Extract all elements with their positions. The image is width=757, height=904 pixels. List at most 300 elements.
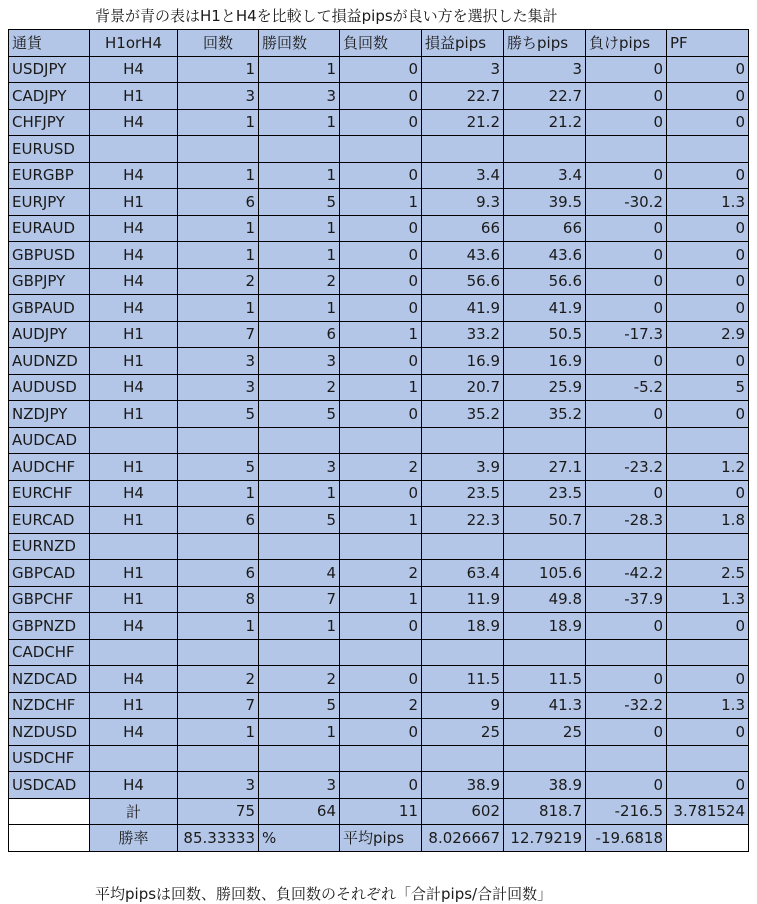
cell-losses: 0: [340, 242, 422, 269]
cell-win-pips: 22.7: [504, 83, 586, 110]
cell-count: 7: [178, 692, 259, 719]
cell-loss-pips: -37.9: [586, 586, 667, 613]
cell-pair: AUDJPY: [9, 321, 90, 348]
cell-pf: 0: [667, 162, 749, 189]
cell-timeframe: H4: [90, 215, 178, 242]
cell-pair: [9, 825, 90, 852]
cell-pf: 0: [667, 215, 749, 242]
cell-wins: 1: [259, 162, 340, 189]
cell-win-pips: 11.5: [504, 666, 586, 693]
cell-timeframe: 勝率: [90, 825, 178, 852]
total-row: [9, 798, 749, 825]
cell-losses: 0: [340, 56, 422, 83]
cell-loss-pips: 0: [586, 295, 667, 322]
cell-pair: EURUSD: [9, 136, 90, 163]
cell-loss-pips: -23.2: [586, 454, 667, 481]
cell-loss-pips: 0: [586, 348, 667, 375]
table-row: [9, 560, 749, 587]
cell-profit-pips: [422, 427, 504, 454]
cell-wins: 5: [259, 189, 340, 216]
cell-pair: 通貨: [9, 30, 90, 57]
cell-losses: 11: [340, 798, 422, 825]
cell-pf: 1.3: [667, 189, 749, 216]
cell-losses: 2: [340, 454, 422, 481]
cell-loss-pips: 0: [586, 56, 667, 83]
cell-wins: 1: [259, 295, 340, 322]
cell-profit-pips: 20.7: [422, 374, 504, 401]
cell-wins: 3: [259, 83, 340, 110]
cell-timeframe: H4: [90, 666, 178, 693]
cell-wins: [259, 427, 340, 454]
table-body: [9, 30, 749, 852]
cell-losses: 0: [340, 401, 422, 428]
cell-loss-pips: 0: [586, 719, 667, 746]
cell-pair: EURCHF: [9, 480, 90, 507]
cell-loss-pips: 負けpips: [586, 30, 667, 57]
cell-win-pips: 818.7: [504, 798, 586, 825]
cell-profit-pips: 63.4: [422, 560, 504, 587]
table-row: [9, 745, 749, 772]
cell-count: 回数: [178, 30, 259, 57]
cell-timeframe: H4: [90, 772, 178, 799]
table-row: [9, 533, 749, 560]
cell-count: 8: [178, 586, 259, 613]
cell-losses: 2: [340, 560, 422, 587]
cell-loss-pips: 0: [586, 83, 667, 110]
cell-pair: EURJPY: [9, 189, 90, 216]
cell-timeframe: H1: [90, 189, 178, 216]
cell-count: 75: [178, 798, 259, 825]
cell-win-pips: 41.3: [504, 692, 586, 719]
cell-losses: 1: [340, 321, 422, 348]
cell-count: 1: [178, 242, 259, 269]
table-row: [9, 348, 749, 375]
cell-win-pips: 21.2: [504, 109, 586, 136]
cell-losses: 0: [340, 162, 422, 189]
footnote: 平均pipsは回数、勝回数、負回数のそれぞれ「合計pips/合計回数」: [95, 885, 553, 903]
cell-win-pips: [504, 427, 586, 454]
cell-count: [178, 745, 259, 772]
cell-count: [178, 533, 259, 560]
cell-count: [178, 639, 259, 666]
cell-pair: NZDCHF: [9, 692, 90, 719]
cell-win-pips: 66: [504, 215, 586, 242]
cell-pair: EURGBP: [9, 162, 90, 189]
cell-profit-pips: [422, 745, 504, 772]
cell-losses: 平均pips: [340, 825, 422, 852]
cell-losses: 0: [340, 109, 422, 136]
cell-profit-pips: 23.5: [422, 480, 504, 507]
cell-pair: GBPCHF: [9, 586, 90, 613]
cell-wins: 5: [259, 692, 340, 719]
cell-loss-pips: -19.6818: [586, 825, 667, 852]
cell-pair: CHFJPY: [9, 109, 90, 136]
cell-win-pips: 3.4: [504, 162, 586, 189]
cell-losses: 1: [340, 507, 422, 534]
cell-count: 2: [178, 268, 259, 295]
cell-profit-pips: 56.6: [422, 268, 504, 295]
cell-win-pips: 25.9: [504, 374, 586, 401]
cell-pf: [667, 639, 749, 666]
cell-loss-pips: -216.5: [586, 798, 667, 825]
cell-losses: 0: [340, 772, 422, 799]
cell-timeframe: H1: [90, 83, 178, 110]
cell-pf: [667, 533, 749, 560]
cell-timeframe: H4: [90, 374, 178, 401]
cell-timeframe: H1: [90, 692, 178, 719]
table-row: [9, 136, 749, 163]
cell-losses: 0: [340, 613, 422, 640]
table-row: [9, 242, 749, 269]
cell-win-pips: [504, 745, 586, 772]
cell-pf: 1.8: [667, 507, 749, 534]
cell-wins: 1: [259, 480, 340, 507]
cell-pair: GBPCAD: [9, 560, 90, 587]
cell-win-pips: 23.5: [504, 480, 586, 507]
cell-timeframe: [90, 745, 178, 772]
table-row: [9, 692, 749, 719]
cell-loss-pips: 0: [586, 613, 667, 640]
cell-win-pips: [504, 639, 586, 666]
cell-pair: AUDNZD: [9, 348, 90, 375]
cell-timeframe: H4: [90, 268, 178, 295]
cell-count: 85.33333: [178, 825, 259, 852]
cell-wins: %: [259, 825, 340, 852]
cell-wins: 1: [259, 242, 340, 269]
cell-pf: 0: [667, 348, 749, 375]
cell-profit-pips: 11.9: [422, 586, 504, 613]
cell-pf: 0: [667, 268, 749, 295]
cell-pf: 0: [667, 480, 749, 507]
cell-wins: 7: [259, 586, 340, 613]
cell-pf: 1.3: [667, 586, 749, 613]
cell-loss-pips: [586, 136, 667, 163]
cell-loss-pips: 0: [586, 268, 667, 295]
cell-pair: CADCHF: [9, 639, 90, 666]
cell-losses: 0: [340, 719, 422, 746]
cell-timeframe: H4: [90, 162, 178, 189]
cell-pf: [667, 745, 749, 772]
cell-pf: 1.3: [667, 692, 749, 719]
cell-wins: 64: [259, 798, 340, 825]
cell-timeframe: H4: [90, 613, 178, 640]
cell-pair: EURCAD: [9, 507, 90, 534]
table-row: [9, 666, 749, 693]
cell-pf: [667, 825, 749, 852]
cell-loss-pips: 0: [586, 666, 667, 693]
cell-timeframe: H1: [90, 586, 178, 613]
cell-pair: USDJPY: [9, 56, 90, 83]
cell-profit-pips: 25: [422, 719, 504, 746]
cell-loss-pips: 0: [586, 215, 667, 242]
cell-pair: USDCHF: [9, 745, 90, 772]
cell-pf: 0: [667, 613, 749, 640]
cell-count: 7: [178, 321, 259, 348]
cell-wins: 勝回数: [259, 30, 340, 57]
table-row: [9, 295, 749, 322]
cell-losses: [340, 639, 422, 666]
cell-count: 1: [178, 719, 259, 746]
cell-count: 1: [178, 109, 259, 136]
cell-profit-pips: 損益pips: [422, 30, 504, 57]
cell-count: 1: [178, 162, 259, 189]
cell-count: 6: [178, 189, 259, 216]
table-row: [9, 586, 749, 613]
cell-wins: 1: [259, 56, 340, 83]
table-row: [9, 83, 749, 110]
cell-pair: GBPUSD: [9, 242, 90, 269]
cell-wins: [259, 136, 340, 163]
cell-win-pips: 43.6: [504, 242, 586, 269]
cell-timeframe: H4: [90, 295, 178, 322]
table-row: [9, 162, 749, 189]
cell-pf: 0: [667, 109, 749, 136]
cell-pair: NZDUSD: [9, 719, 90, 746]
cell-pf: 2.9: [667, 321, 749, 348]
cell-loss-pips: [586, 427, 667, 454]
cell-count: 1: [178, 480, 259, 507]
cell-count: [178, 427, 259, 454]
cell-win-pips: 18.9: [504, 613, 586, 640]
table-row: [9, 56, 749, 83]
cell-profit-pips: 3.9: [422, 454, 504, 481]
cell-loss-pips: [586, 533, 667, 560]
cell-wins: 5: [259, 401, 340, 428]
cell-pf: 0: [667, 242, 749, 269]
cell-win-pips: 勝ちpips: [504, 30, 586, 57]
sheet-title: 背景が青の表はH1とH4を比較して損益pipsが良い方を選択した集計: [95, 7, 558, 25]
table-row: [9, 772, 749, 799]
cell-pf: 2.5: [667, 560, 749, 587]
cell-pair: EURNZD: [9, 533, 90, 560]
cell-profit-pips: 41.9: [422, 295, 504, 322]
cell-pair: NZDCAD: [9, 666, 90, 693]
cell-timeframe: H1: [90, 401, 178, 428]
cell-profit-pips: 35.2: [422, 401, 504, 428]
cell-count: 3: [178, 374, 259, 401]
cell-losses: 負回数: [340, 30, 422, 57]
cell-pair: NZDJPY: [9, 401, 90, 428]
cell-loss-pips: 0: [586, 401, 667, 428]
cell-count: 1: [178, 215, 259, 242]
cell-loss-pips: [586, 745, 667, 772]
cell-loss-pips: 0: [586, 109, 667, 136]
cell-pf: 1.2: [667, 454, 749, 481]
cell-timeframe: H4: [90, 109, 178, 136]
table-row: [9, 321, 749, 348]
cell-losses: 0: [340, 215, 422, 242]
cell-losses: [340, 136, 422, 163]
cell-wins: 2: [259, 666, 340, 693]
cell-count: 3: [178, 772, 259, 799]
cell-losses: [340, 745, 422, 772]
cell-count: 1: [178, 613, 259, 640]
cell-win-pips: 39.5: [504, 189, 586, 216]
cell-timeframe: H1: [90, 454, 178, 481]
cell-win-pips: 3: [504, 56, 586, 83]
table-row: [9, 719, 749, 746]
cell-pf: 0: [667, 666, 749, 693]
cell-profit-pips: 9: [422, 692, 504, 719]
cell-profit-pips: 33.2: [422, 321, 504, 348]
cell-count: 5: [178, 401, 259, 428]
cell-pair: USDCAD: [9, 772, 90, 799]
cell-losses: 1: [340, 586, 422, 613]
cell-loss-pips: -17.3: [586, 321, 667, 348]
cell-losses: 1: [340, 189, 422, 216]
cell-losses: 0: [340, 480, 422, 507]
cell-count: 3: [178, 83, 259, 110]
cell-pf: 0: [667, 772, 749, 799]
rate-row: [9, 825, 749, 852]
cell-profit-pips: [422, 136, 504, 163]
table-row: [9, 109, 749, 136]
cell-profit-pips: 22.3: [422, 507, 504, 534]
cell-win-pips: 105.6: [504, 560, 586, 587]
cell-pair: GBPNZD: [9, 613, 90, 640]
cell-timeframe: H1: [90, 560, 178, 587]
cell-win-pips: 50.7: [504, 507, 586, 534]
cell-pf: PF: [667, 30, 749, 57]
cell-profit-pips: [422, 639, 504, 666]
cell-win-pips: 27.1: [504, 454, 586, 481]
cell-wins: 6: [259, 321, 340, 348]
cell-losses: 0: [340, 83, 422, 110]
cell-profit-pips: 18.9: [422, 613, 504, 640]
cell-pf: 0: [667, 401, 749, 428]
cell-losses: [340, 427, 422, 454]
cell-profit-pips: 16.9: [422, 348, 504, 375]
cell-pair: EURAUD: [9, 215, 90, 242]
cell-loss-pips: -42.2: [586, 560, 667, 587]
cell-profit-pips: 602: [422, 798, 504, 825]
table-row: [9, 268, 749, 295]
cell-win-pips: 12.79219: [504, 825, 586, 852]
table-row: [9, 401, 749, 428]
cell-timeframe: H1: [90, 507, 178, 534]
cell-wins: 1: [259, 719, 340, 746]
cell-loss-pips: 0: [586, 772, 667, 799]
cell-timeframe: 計: [90, 798, 178, 825]
header-row: [9, 30, 749, 57]
cell-win-pips: 50.5: [504, 321, 586, 348]
cell-profit-pips: 22.7: [422, 83, 504, 110]
cell-wins: 1: [259, 109, 340, 136]
cell-losses: [340, 533, 422, 560]
cell-timeframe: H1: [90, 348, 178, 375]
cell-pf: 0: [667, 56, 749, 83]
cell-loss-pips: -32.2: [586, 692, 667, 719]
cell-loss-pips: 0: [586, 242, 667, 269]
cell-wins: 3: [259, 772, 340, 799]
cell-wins: [259, 745, 340, 772]
table-row: [9, 215, 749, 242]
cell-pf: 0: [667, 295, 749, 322]
cell-wins: 4: [259, 560, 340, 587]
cell-win-pips: [504, 136, 586, 163]
table-row: [9, 374, 749, 401]
table-row: [9, 480, 749, 507]
cell-losses: 0: [340, 295, 422, 322]
cell-pf: 0: [667, 83, 749, 110]
cell-pair: AUDCHF: [9, 454, 90, 481]
cell-timeframe: [90, 639, 178, 666]
cell-timeframe: H4: [90, 480, 178, 507]
cell-wins: 2: [259, 374, 340, 401]
cell-profit-pips: 43.6: [422, 242, 504, 269]
cell-win-pips: 16.9: [504, 348, 586, 375]
cell-win-pips: 56.6: [504, 268, 586, 295]
table-row: [9, 189, 749, 216]
cell-profit-pips: 3.4: [422, 162, 504, 189]
cell-timeframe: H1orH4: [90, 30, 178, 57]
cell-wins: 1: [259, 215, 340, 242]
cell-win-pips: 38.9: [504, 772, 586, 799]
cell-losses: 0: [340, 666, 422, 693]
cell-pf: 0: [667, 719, 749, 746]
cell-losses: 2: [340, 692, 422, 719]
cell-timeframe: H1: [90, 321, 178, 348]
cell-pair: GBPJPY: [9, 268, 90, 295]
cell-profit-pips: 3: [422, 56, 504, 83]
cell-losses: 0: [340, 268, 422, 295]
cell-win-pips: 35.2: [504, 401, 586, 428]
cell-wins: [259, 639, 340, 666]
cell-count: 1: [178, 56, 259, 83]
cell-loss-pips: -5.2: [586, 374, 667, 401]
cell-timeframe: [90, 427, 178, 454]
cell-pair: CADJPY: [9, 83, 90, 110]
cell-timeframe: [90, 136, 178, 163]
table-row: [9, 507, 749, 534]
cell-losses: 0: [340, 348, 422, 375]
cell-profit-pips: [422, 533, 504, 560]
cell-profit-pips: 21.2: [422, 109, 504, 136]
table-row: [9, 454, 749, 481]
cell-pf: 5: [667, 374, 749, 401]
cell-profit-pips: 11.5: [422, 666, 504, 693]
results-table: [8, 29, 749, 852]
cell-win-pips: 49.8: [504, 586, 586, 613]
cell-count: 5: [178, 454, 259, 481]
cell-wins: 2: [259, 268, 340, 295]
cell-pair: AUDUSD: [9, 374, 90, 401]
table-row: [9, 613, 749, 640]
cell-timeframe: H4: [90, 56, 178, 83]
cell-loss-pips: 0: [586, 480, 667, 507]
cell-loss-pips: -28.3: [586, 507, 667, 534]
cell-count: 2: [178, 666, 259, 693]
cell-profit-pips: 9.3: [422, 189, 504, 216]
cell-timeframe: [90, 533, 178, 560]
cell-win-pips: [504, 533, 586, 560]
cell-timeframe: H4: [90, 242, 178, 269]
cell-pair: [9, 798, 90, 825]
cell-profit-pips: 38.9: [422, 772, 504, 799]
cell-wins: 1: [259, 613, 340, 640]
cell-loss-pips: 0: [586, 162, 667, 189]
cell-win-pips: 41.9: [504, 295, 586, 322]
cell-count: 3: [178, 348, 259, 375]
cell-pf: [667, 427, 749, 454]
cell-pf: 3.781524: [667, 798, 749, 825]
cell-wins: [259, 533, 340, 560]
cell-count: [178, 136, 259, 163]
cell-count: 6: [178, 560, 259, 587]
table-row: [9, 639, 749, 666]
cell-losses: 1: [340, 374, 422, 401]
cell-profit-pips: 8.026667: [422, 825, 504, 852]
